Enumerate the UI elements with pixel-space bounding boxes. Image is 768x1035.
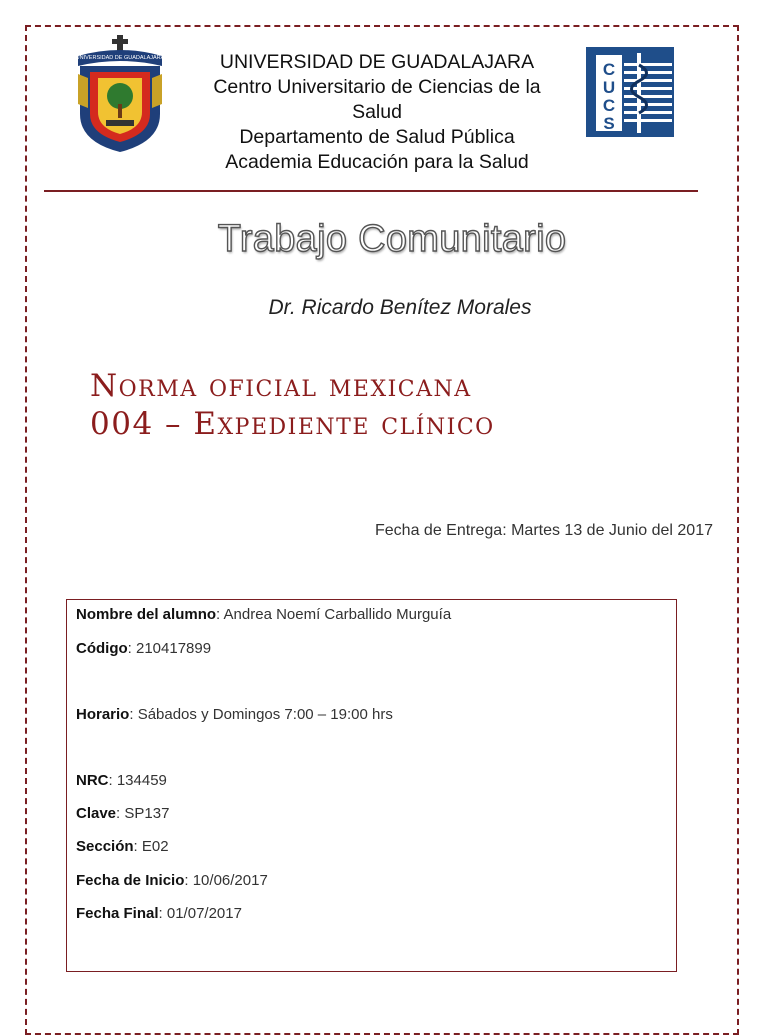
field-fecha-final: Fecha Final: 01/07/2017 <box>76 905 242 922</box>
university-crest-logo <box>72 34 168 154</box>
field-nrc: NRC: 134459 <box>76 772 167 789</box>
field-label: Nombre del alumno <box>76 606 217 623</box>
header-line-departamento: Departamento de Salud Pública <box>239 126 515 148</box>
field-label: Fecha de Inicio <box>76 872 185 889</box>
field-label: Clave <box>76 805 117 822</box>
field-fecha-inicio: Fecha de Inicio: 10/06/2017 <box>76 872 268 889</box>
field-value: E02 <box>141 838 169 855</box>
field-clave: Clave: SP137 <box>76 805 170 822</box>
svg-text:S: S <box>603 114 615 133</box>
norma-heading <box>90 367 730 443</box>
crest-text: UNIVERSIDAD DE GUADALAJARA <box>75 55 165 61</box>
field-label: Fecha Final <box>76 905 159 922</box>
svg-text:U: U <box>602 78 616 97</box>
field-value: 10/06/2017 <box>192 872 268 889</box>
institution-header <box>172 50 582 175</box>
header-divider <box>44 190 698 192</box>
header-line-academia: Academia Educación para la Salud <box>225 151 529 173</box>
header-line-centro: Centro Universitario de Ciencias de la <box>213 76 541 98</box>
header-line-university: UNIVERSIDAD DE GUADALAJARA <box>219 51 535 73</box>
cucs-logo <box>584 45 676 139</box>
field-nombre: Nombre del alumno: Andrea Noemí Carballido Murguía <box>76 606 452 623</box>
field-value: 01/07/2017 <box>166 905 242 922</box>
field-value: 134459 <box>116 772 167 789</box>
field-label: NRC <box>76 772 109 789</box>
field-label: Sección <box>76 838 134 855</box>
field-value: 210417899 <box>136 640 212 657</box>
field-codigo: Código: 210417899 <box>76 640 212 657</box>
norma-line-1: Norma oficial mexicana <box>90 368 472 404</box>
field-label: Código <box>76 640 128 657</box>
header-line-salud: Salud <box>352 101 402 123</box>
field-value: Sábados y Domingos 7:00 – 19:00 hrs <box>137 706 393 723</box>
svg-text:C: C <box>602 96 616 115</box>
author-name: Dr. Ricardo Benítez Morales <box>268 296 532 319</box>
field-label: Horario <box>76 706 130 723</box>
norma-line-2: 004 – Expediente clínico <box>90 406 495 442</box>
document-title: Trabajo Comunitario <box>217 218 567 260</box>
delivery-date: Fecha de Entrega: Martes 13 de Junio del 2017 <box>375 522 713 539</box>
field-seccion: Sección: E02 <box>76 838 169 855</box>
field-value: Andrea Noemí Carballido Murguía <box>223 606 452 623</box>
svg-text:C: C <box>602 60 616 79</box>
field-value: SP137 <box>124 805 170 822</box>
field-horario: Horario: Sábados y Domingos 7:00 – 19:00 hrs <box>76 706 393 723</box>
